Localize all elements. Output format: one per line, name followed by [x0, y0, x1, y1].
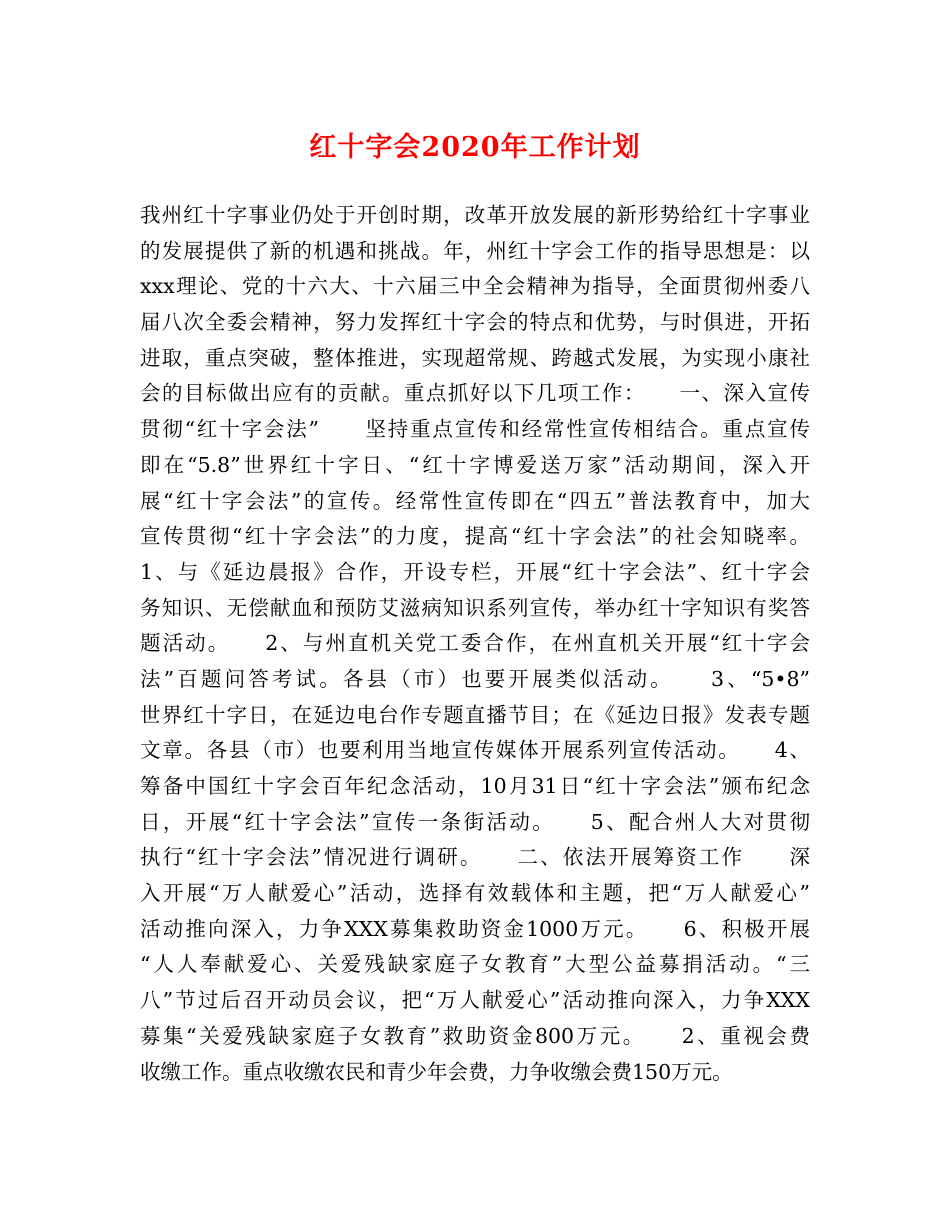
document-body [140, 198, 810, 1090]
body-line: 文章。各县（市）也要利用当地宣传媒体开展系列宣传活动。 4、 [140, 738, 810, 763]
body-line: 展“红十字会法”的宣传。经常性宣传即在“四五”普法教育中，加大 [140, 488, 810, 513]
body-line: 贯彻“红十字会法” 坚持重点宣传和经常性宣传相结合。重点宣传 [140, 417, 810, 442]
body-line: 执行“红十字会法”情况进行调研。 二、依法开展筹资工作 深 [140, 845, 810, 870]
body-line: 入开展“万人献爱心”活动，选择有效载体和主题，把“万人献爱心” [140, 881, 810, 906]
body-line: 届八次全委会精神，努力发挥红十字会的特点和优势，与时俱进，开拓 [140, 310, 810, 335]
body-line: 世界红十字日，在延边电台作专题直播节目；在《延边日报》发表专题 [140, 702, 810, 727]
body-line: 筹备中国红十字会百年纪念活动，10月31日“红十字会法”颁布纪念 [140, 774, 810, 798]
body-line: 题活动。 2、与州直机关党工委合作，在州直机关开展“红十字会 [140, 631, 810, 656]
body-line: 募集“关爱残缺家庭子女教育”救助资金800万元。 2、重视会费 [140, 1023, 810, 1048]
body-line: 收缴工作。重点收缴农民和青少年会费，力争收缴会费150万元。 [140, 1059, 733, 1084]
body-line: 活动推向深入，力争XXX募集救助资金1000万元。 6、积极开展 [140, 916, 810, 941]
body-line: 进取，重点突破，整体推进，实现超常规、跨越式发展，为实现小康社 [140, 345, 810, 370]
body-line: 即在“5.8”世界红十字日、“红十字博爱送万家”活动期间，深入开 [140, 452, 810, 477]
body-line: xxx理论、党的十六大、十六届三中全会精神为指导，全面贯彻州委八 [140, 274, 810, 299]
body-line: 的发展提供了新的机遇和挑战。年，州红十字会工作的指导思想是：以 [140, 238, 810, 263]
body-line: 八”节过后召开动员会议，把“万人献爱心”活动推向深入，力争XXX [140, 988, 810, 1013]
body-line: 1、与《延边晨报》合作，开设专栏，开展“红十字会法”、红十字会 [140, 559, 810, 584]
body-line: 务知识、无偿献血和预防艾滋病知识系列宣传，举办红十字知识有奖答 [140, 595, 810, 620]
body-line: 会的目标做出应有的贡献。重点抓好以下几项工作： 一、深入宣传 [140, 381, 810, 406]
document-title: 红十字会2020年工作计划 [309, 132, 641, 163]
body-line: “人人奉献爱心、关爱残缺家庭子女教育”大型公益募捐活动。“三 [140, 952, 810, 977]
body-line: 宣传贯彻“红十字会法”的力度，提高“红十字会法”的社会知晓率。 [140, 524, 810, 549]
body-line: 我州红十字事业仍处于开创时期，改革开放发展的新形势给红十字事业 [140, 203, 810, 227]
body-line: 法”百题问答考试。各县（市）也要开展类似活动。 3、“5•8” [140, 666, 810, 691]
body-line: 日，开展“红十字会法”宣传一条街活动。 5、配合州人大对贯彻 [140, 809, 810, 834]
